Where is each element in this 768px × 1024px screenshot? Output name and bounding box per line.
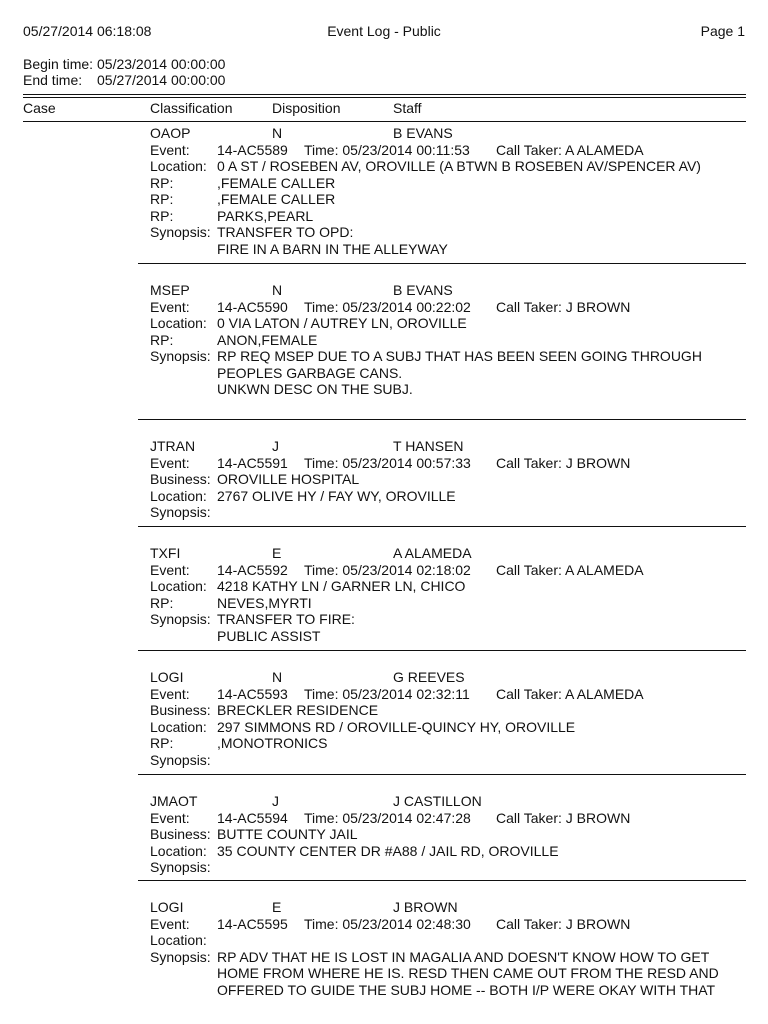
event-number-line: [150, 810, 750, 827]
time-label: Time:: [304, 809, 339, 826]
event-number: 14-AC5590: [217, 298, 288, 315]
rp-line: [150, 175, 750, 192]
event-classification: TXFI: [150, 545, 181, 561]
call-taker: J BROWN: [565, 454, 631, 471]
business-name: OROVILLE HOSPITAL: [217, 471, 360, 487]
rp-label: RP:: [150, 331, 174, 348]
location-line: [150, 932, 750, 949]
event-separator: [138, 526, 746, 527]
event-header-line: [150, 282, 750, 299]
event-time-group: [304, 810, 471, 827]
synopsis-text: HOME FROM WHERE HE IS. RESD THEN CAME OUT FROM THE RESD AND: [217, 965, 719, 981]
event-header-line: [150, 125, 750, 142]
header-rule-double: [23, 97, 746, 98]
event-time: 05/23/2014 02:32:11: [342, 685, 470, 702]
call-taker-group: [496, 810, 630, 827]
location-value: 35 COUNTY CENTER DR #A88 / JAIL RD, OROVILLE: [217, 842, 559, 859]
synopsis-label: Synopsis:: [150, 751, 211, 768]
synopsis-label: Synopsis:: [150, 859, 211, 875]
event-separator: [138, 419, 746, 420]
business-label: Business:: [150, 702, 211, 718]
event-separator: [138, 263, 746, 264]
begin-time-value: 05/23/2014 00:00:00: [97, 56, 226, 72]
rp-value: PARKS,PEARL: [217, 207, 314, 224]
event-time-group: [304, 686, 470, 703]
call-taker-group: [496, 455, 630, 472]
event-time-group: [304, 299, 471, 316]
time-label: Time:: [304, 454, 339, 471]
business-name: BUTTE COUNTY JAIL: [217, 826, 358, 842]
time-label: Time:: [304, 298, 339, 315]
location-line: [150, 719, 750, 736]
event-separator: [138, 774, 746, 775]
business-name: BRECKLER RESIDENCE: [217, 702, 379, 718]
event-staff: B EVANS: [393, 282, 453, 298]
event-number: 14-AC5589: [217, 141, 288, 158]
end-time-value: 05/27/2014 00:00:00: [97, 72, 226, 88]
event-label: Event:: [150, 915, 190, 932]
end-time-row: [23, 72, 225, 89]
event-entry: [150, 899, 750, 998]
call-taker-label: Call Taker:: [496, 298, 562, 315]
event-header-line: [150, 438, 750, 455]
synopsis-label: Synopsis:: [150, 224, 211, 240]
event-entry: [150, 545, 750, 644]
rp-value: ANON,FEMALE: [217, 331, 318, 348]
event-separator: [138, 880, 746, 881]
time-label: Time:: [304, 141, 339, 158]
event-staff: J CASTILLON: [393, 793, 482, 809]
location-label: Location:: [150, 315, 207, 331]
rp-line: [150, 735, 750, 752]
event-header-line: [150, 669, 750, 686]
call-taker: J BROWN: [565, 809, 631, 826]
event-number-line: [150, 299, 750, 316]
call-taker-group: [496, 299, 630, 316]
synopsis-label: Synopsis:: [150, 504, 211, 520]
synopsis-line: [150, 628, 750, 645]
location-line: [150, 578, 750, 595]
synopsis-line: [150, 611, 750, 628]
event-disposition: E: [272, 545, 282, 561]
synopsis-line: [150, 224, 750, 241]
event-header-line: [150, 545, 750, 562]
event-number-line: [150, 142, 750, 159]
time-label: Time:: [304, 685, 339, 702]
event-number: 14-AC5591: [217, 454, 288, 471]
rp-line: [150, 208, 750, 225]
call-taker-label: Call Taker:: [496, 561, 562, 578]
event-entry: [150, 438, 750, 521]
event-staff: B EVANS: [393, 125, 453, 141]
synopsis-text: OFFERED TO GUIDE THE SUBJ HOME -- BOTH I/P WERE OKAY WITH THAT: [217, 981, 716, 998]
location-line: [150, 315, 750, 332]
column-staff: Staff: [393, 100, 422, 116]
synopsis-line: [150, 241, 750, 258]
event-disposition: E: [272, 899, 282, 915]
event-classification: JMAOT: [150, 793, 198, 809]
event-staff: T HANSEN: [393, 438, 464, 454]
call-taker: A ALAMEDA: [565, 561, 644, 578]
event-label: Event:: [150, 685, 190, 702]
location-label: Location:: [150, 718, 207, 735]
synopsis-label: Synopsis:: [150, 611, 211, 627]
event-time: 05/23/2014 02:48:30: [342, 915, 471, 932]
synopsis-line: [150, 965, 750, 982]
event-entry: [150, 669, 750, 768]
rp-line: [150, 191, 750, 208]
event-time: 05/23/2014 02:47:28: [342, 809, 471, 826]
event-label: Event:: [150, 141, 190, 158]
location-line: [150, 843, 750, 860]
column-classification: Classification: [150, 100, 233, 116]
business-line: [150, 471, 750, 488]
call-taker-label: Call Taker:: [496, 915, 562, 932]
synopsis-text: RP ADV THAT HE IS LOST IN MAGALIA AND DOESN'T KNOW HOW TO GET: [217, 948, 710, 965]
end-time-label: End time:: [23, 72, 83, 88]
location-label: Location:: [150, 932, 207, 948]
event-label: Event:: [150, 298, 190, 315]
location-label: Location:: [150, 578, 207, 594]
rp-value: ,FEMALE CALLER: [217, 174, 336, 191]
synopsis-text: UNKWN DESC ON THE SUBJ.: [217, 381, 413, 397]
event-entry: [150, 282, 750, 398]
event-disposition: J: [272, 438, 279, 454]
location-label: Location:: [150, 158, 207, 174]
event-time-group: [304, 455, 471, 472]
business-label: Business:: [150, 826, 211, 842]
event-staff: J BROWN: [393, 899, 458, 915]
call-taker-label: Call Taker:: [496, 809, 562, 826]
location-line: [150, 488, 750, 505]
event-time: 05/23/2014 00:57:33: [342, 454, 471, 471]
synopsis-text: PEOPLES GARBAGE CANS.: [217, 364, 403, 381]
column-case: Case: [23, 100, 56, 116]
rp-label: RP:: [150, 735, 174, 751]
call-taker-label: Call Taker:: [496, 454, 562, 471]
event-time: 05/23/2014 02:18:02: [342, 561, 471, 578]
column-header-rule: [23, 121, 746, 122]
event-number: 14-AC5595: [217, 915, 288, 932]
synopsis-line: [150, 752, 750, 769]
event-classification: LOGI: [150, 669, 184, 685]
event-entry: [150, 793, 750, 876]
event-number-line: [150, 455, 750, 472]
event-disposition: N: [272, 282, 283, 298]
event-label: Event:: [150, 454, 190, 471]
event-header-line: [150, 899, 750, 916]
rp-label: RP:: [150, 594, 174, 611]
event-time-group: [304, 562, 471, 579]
event-classification: MSEP: [150, 282, 190, 298]
event-disposition: N: [272, 125, 283, 141]
event-disposition: N: [272, 669, 283, 685]
print-timestamp: 05/27/2014 06:18:08: [23, 23, 152, 39]
event-number: 14-AC5594: [217, 809, 288, 826]
synopsis-text: FIRE IN A BARN IN THE ALLEYWAY: [217, 240, 448, 257]
rp-value: ,FEMALE CALLER: [217, 191, 336, 207]
event-classification: OAOP: [150, 125, 191, 141]
location-label: Location:: [150, 842, 207, 859]
synopsis-line: [150, 365, 750, 382]
synopsis-line: [150, 859, 750, 876]
synopsis-line: [150, 504, 750, 521]
event-entry: [150, 125, 750, 257]
event-time: 05/23/2014 00:22:02: [342, 298, 471, 315]
call-taker-group: [496, 916, 630, 933]
location-value: 297 SIMMONS RD / OROVILLE-QUINCY HY, OROVILLE: [217, 718, 576, 735]
synopsis-label: Synopsis:: [150, 948, 211, 965]
page-number: Page 1: [700, 23, 745, 39]
event-label: Event:: [150, 809, 190, 826]
call-taker: A ALAMEDA: [565, 141, 644, 158]
event-time: 05/23/2014 00:11:53: [342, 141, 470, 158]
event-separator: [138, 650, 746, 651]
rp-label: RP:: [150, 174, 174, 191]
synopsis-line: [150, 982, 750, 999]
location-label: Location:: [150, 487, 207, 504]
synopsis-text: TRANSFER TO OPD:: [217, 224, 354, 240]
call-taker: J BROWN: [565, 915, 631, 932]
event-header-line: [150, 793, 750, 810]
call-taker-label: Call Taker:: [496, 685, 562, 702]
synopsis-text: PUBLIC ASSIST: [217, 627, 321, 644]
synopsis-line: [150, 348, 750, 365]
call-taker-group: [496, 686, 644, 703]
rp-value: NEVES,MYRTI: [217, 594, 312, 611]
time-label: Time:: [304, 561, 339, 578]
business-line: [150, 702, 750, 719]
event-staff: A ALAMEDA: [393, 545, 472, 561]
event-staff: G REEVES: [393, 669, 465, 685]
call-taker-label: Call Taker:: [496, 141, 562, 158]
event-time-group: [304, 916, 471, 933]
synopsis-text: TRANSFER TO FIRE:: [217, 611, 355, 627]
report-title: Event Log - Public: [327, 23, 441, 39]
location-value: 0 VIA LATON / AUTREY LN, OROVILLE: [217, 315, 467, 331]
location-value: 0 A ST / ROSEBEN AV, OROVILLE (A BTWN B ROSEBEN AV/SPENCER AV): [217, 158, 701, 174]
event-classification: LOGI: [150, 899, 184, 915]
business-line: [150, 826, 750, 843]
event-number: 14-AC5592: [217, 561, 288, 578]
business-label: Business:: [150, 471, 211, 487]
event-classification: JTRAN: [150, 438, 196, 454]
rp-line: [150, 332, 750, 349]
rp-label: RP:: [150, 207, 174, 224]
begin-time-label: Begin time:: [23, 56, 94, 72]
location-value: 4218 KATHY LN / GARNER LN, CHICO: [217, 578, 466, 594]
header-rule-top: [23, 94, 746, 95]
rp-line: [150, 595, 750, 612]
location-line: [150, 158, 750, 175]
begin-time-row: [23, 56, 225, 73]
event-disposition: J: [272, 793, 279, 809]
call-taker: J BROWN: [565, 298, 631, 315]
location-value: 2767 OLIVE HY / FAY WY, OROVILLE: [217, 487, 456, 504]
call-taker-group: [496, 142, 644, 159]
synopsis-text: RP REQ MSEP DUE TO A SUBJ THAT HAS BEEN SEEN GOING THROUGH: [217, 348, 702, 364]
event-number-line: [150, 686, 750, 703]
event-number: 14-AC5593: [217, 685, 288, 702]
event-label: Event:: [150, 561, 190, 578]
event-number-line: [150, 916, 750, 933]
synopsis-label: Synopsis:: [150, 348, 211, 364]
synopsis-line: [150, 949, 750, 966]
call-taker: A ALAMEDA: [565, 685, 644, 702]
column-disposition: Disposition: [272, 100, 341, 116]
event-time-group: [304, 142, 470, 159]
synopsis-line: [150, 381, 750, 398]
rp-value: ,MONOTRONICS: [217, 735, 328, 751]
rp-label: RP:: [150, 191, 174, 207]
time-label: Time:: [304, 915, 339, 932]
call-taker-group: [496, 562, 644, 579]
event-number-line: [150, 562, 750, 579]
